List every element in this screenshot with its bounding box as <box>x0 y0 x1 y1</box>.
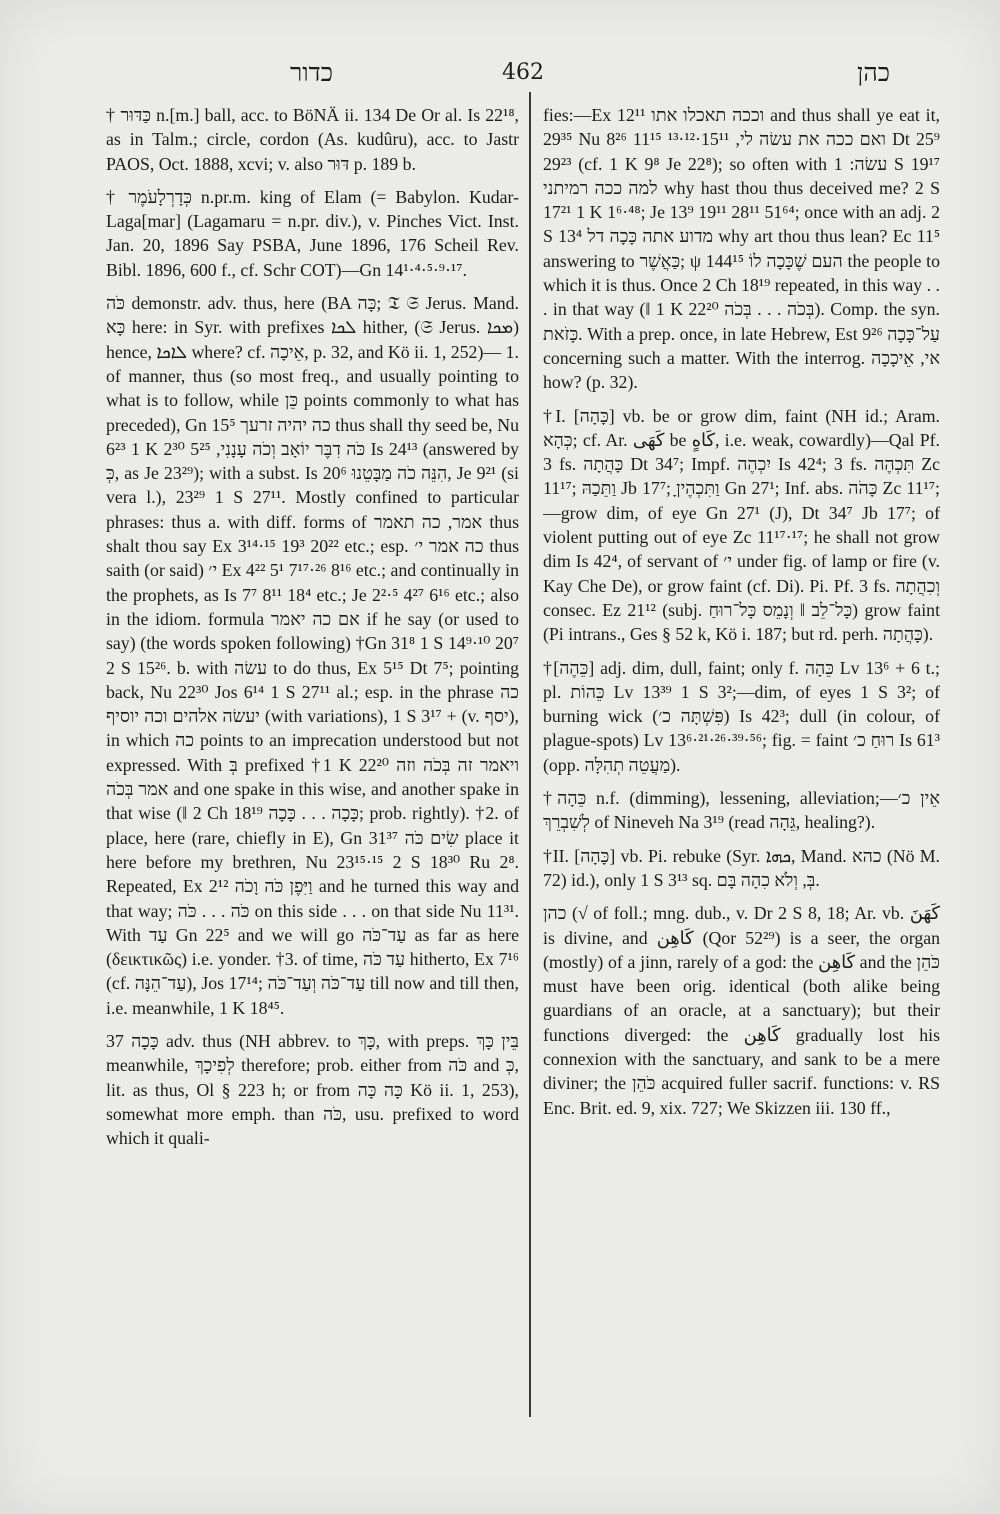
entry-kakah-continued: fies:—Ex 12¹¹ וככה תאכלו אתו and thus shall ye eat it, 29³⁵ Nu 8²⁶ 11¹⁵ ואם ככה את עשׂה לי, 15¹¹·¹²·¹³ Dt 25⁹ 29²³ (cf. 1 K 9⁸ Je 22⁸); so often with עשׂה: 1 S 19¹⁷ למה ככה רמיתני why hast thou thus deceived me? 2 S 17²¹ 1 K 1⁶·⁴⁸; Je 13⁹ 19¹¹ 28¹¹ 51⁶⁴; once with an adj. 2 S 13⁴ מדוע אתה כָּכָה דל why art thou thus lean? Ec 11⁵ answering to כַּאֲשֶׁר; ψ 144¹⁵ העם שֶׁכָּכָה לוֹ the people to which it is thus. Once 2 Ch 18¹⁹ repeated, in this way . . . in that way (‖ 1 K 22²⁰ בְּכֹה . . . בְּכֹה). Comp. the syn. כָּזֹאת. With a prep. once, in late Hebrew, Est 9²⁶ עַל־כָּכָה concerning such a matter. With the interrog. אי, אֵיכָכָה how? (p. 32). <box>543 105 940 393</box>
entry-kehah-noun: †כֵּהָה n.f. (dimming), lessening, alleviation;—אֵין כ׳ לְשִׁבְרֵךְ of Nineveh Na 3¹⁹ (read גֵּהָה, healing?). <box>543 788 940 833</box>
entry-kakah: כָּכָה 37 adv. thus (NH abbrev. to כָּךְ, with preps. בֵּין כָּךְ meanwhile, לְפִיכָךְ therefore; prob. either from כֹּה and כְּ, lit. as thus, Ol § 223 h; or from כָּה כָּה Kö ii. 1, 253), somewhat more emph. than כֹּה, usu. prefixed to word which it quali- <box>106 1030 519 1149</box>
page-number: 462 <box>502 60 544 85</box>
running-head-right: כהן <box>857 58 890 87</box>
running-head <box>90 58 940 98</box>
entry-kahah-verb-2: †II. [כָּהָה] vb. Pi. rebuke (Syr. ܟܗܐ, Mand. כהא (Nö M. 72) id.), only 1 S 3¹³ sq. בְּ, וְלֹא כִהָה בָּם. <box>543 845 940 890</box>
entry-koh: כֹּה demonstr. adv. thus, here (BA כָּה; 𝔗 𝔖 Jerus. Mand. כָּא here: in Syr. with prefixes ܠܟܐ hither, (𝔖 Jerus. ܡܟܐ) hence, ܠܐܟܐ where? cf. אֵיכָה, p. 32, and Kö ii. 1, 252)— 1. of manner, thus (so most freq., and usually pointing to what is to follow, while כֵּן points commonly to what has preceded), Gn 15⁵ כה יהיה זרעך thus shall thy seed be, Nu 6²³ 1 K 2³⁰ כֹּה דִבֶּר יוֹאָב וְכֹה עָנָנִי, 5²⁵ Is 24¹³ (answered by כְּ, as Je 23²⁹); with a subst. Is 20⁶ הִנֵּה כֹה מַבָּטֵנוּ, Je 9²¹ (si vera l.), 23²⁹ 1 S 27¹¹. Mostly confined to particular phrases: thus a. with diff. forms of אמר, כה תאמר thus shalt thou say Ex 3¹⁴·¹⁵ 19³ 20²² etc.; esp. כה אמר י׳ thus saith (or said) י׳ Ex 4²² 5¹ 7¹⁷·²⁶ 8¹⁶ etc.; and continually in the prophets, as Is 7⁷ 8¹¹ 18⁴ etc.; Je 2²·⁵ 4²⁷ 6¹⁶ etc.; also in the idiom. formula אם כה יאמר if he say (or used to say) (the words spoken following) †Gn 31⁸ 1 S 14⁹·¹⁰ 20⁷ 2 S 15²⁶. b. with עשׂה to do thus, Ex 5¹⁵ Dt 7⁵; pointing back, Nu 22³⁰ Jos 6¹⁴ 1 S 27¹¹ al.; esp. in the phrase כה יעשׂה אלהים וכה יוסיף (with variations), 1 S 3¹⁷ + (v. יסף), in which כה points to an imprecation understood but not expressed. With בְּ prefixed †1 K 22²⁰ ויאמר זה בְּכֹה וזה אמר בְּכֹה and one spake in this wise, and another spake in that wise (‖ 2 Ch 18¹⁹ כָּכָה . . . כָּכָה; prob. rightly). †2. of place, here (rare, chiefly in E), Gn 31³⁷ שִׂים כֹּה place it here before my brethren, Nu 23¹⁵·¹⁵ 2 S 18³⁰ Ru 2⁸. Repeated, Ex 2¹² וַיִּפֶן כֹּה וָכֹה and he turned this way and that way; כֹּה . . . כֹּה on this side . . . on that side Nu 11³¹. With עַד Gn 22⁵ and we will go עַד־כֹּה as far as here (δεικτικῶς) i.e. yonder. †3. of time, עַד כֹּה hitherto, Ex 7¹⁶ (cf. עַד־הֵנָּה), Jos 17¹⁴; עַד־כֹּה וְעַד־כֹּה till now and till then, i.e. meanwhile, 1 K 18⁴⁵. <box>106 293 519 1018</box>
column-divider <box>529 92 531 1417</box>
entry-kaddur: † כַּדּוּר n.[m.] ball, acc. to BöNÄ ii. 134 De Or al. Is 22¹⁸, as in Talm.; circle, cordon (As. kudûru), acc. to Jastr PAOS, Oct. 1888, xcvi; v. also דּוּר p. 189 b. <box>106 105 519 174</box>
entry-kedorlaomer: † כְּדָרְלָעֹמֶר n.pr.m. king of Elam (= Babylon. Kudar-Laga[mar] (Lagamaru = n.pr. div.), v. Pinches Vict. Inst. Jan. 20, 1896 Say PSBA, June 1896, 176 Scheil Rev. Bibl. 1896, 600 f., cf. Schr COT)—Gn 14¹·⁴·⁵·⁹·¹⁷. <box>106 186 519 280</box>
right-column <box>543 103 940 1423</box>
running-head-left: כדור <box>290 58 333 87</box>
left-column <box>106 103 519 1423</box>
entry-keheh-adj: †[כֵּהֶה] adj. dim, dull, faint; only f. כֵּהָה Lv 13⁶ + 6 t.; pl. כֵּהוֹת Lv 13³⁹ 1 S 3²;—dim, of eyes 1 S 3²; of burning wick (פִּשְׁתָּה כ׳) Is 42³; dull (in colour, of plague-spots) Lv 13⁶·²¹·²⁶·³⁹·⁵⁶; fig. = faint רוּחַ כ׳ Is 61³ (opp. מַעֲטֵה תְהִלָּה). <box>543 657 940 775</box>
entry-kahah-verb-1: †I. [כָּהָה] vb. be or grow dim, faint (NH id.; Aram. כְּהָא; cf. Ar. كَهَى be كَاهٍ, i.e. weak, cowardly)—Qal Pf. 3 fs. כָּהֲתָה Dt 34⁷; Impf. יִכְהֶה Is 42⁴; 3 fs. תִּכְהֶה Zc 11¹⁷; וַתֵּכַהּ Jb 17⁷; וַתִּכְהֶיןָ Gn 27¹; Inf. abs. כָּהֹה Zc 11¹⁷;—grow dim, of eye Gn 27¹ (J), Dt 34⁷ Jb 17⁷; of violent putting out of eye Zc 11¹⁷·¹⁷; he shall not grow dim Is 42⁴, of servant of י׳ under fig. of lamp or fire (v. Kay Che De), or grow faint (cf. Di). Pi. Pf. 3 fs. וְכִהֲתָה consec. Ez 21¹² (subj. כָּל־לֵב ‖ וְנָמֵס כָּל־רוּחַ) grow faint (Pi intrans., Ges § 52 k, Kö i. 187; but rd. perh. כָּהֲתָה). <box>543 405 940 645</box>
entry-khn-root: כהן (√ of foll.; mng. dub., v. Dr 2 S 8, 18; Ar. vb. كَهَنَ is divine, and كَاهِن (Qor 52²⁹) is a seer, the organ (mostly) of a jinn, rarely of a god: the كَاهِن and the כֹּהֵן must have been orig. identical (both alike being guardians of an oracle, at a sanctuary); but their functions diverged: the كَاهِن gradually lost his connexion with the sanctuary, and sank to be a mere diviner; the כֹּהֵן acquired fuller sacrif. functions: v. RS Enc. Brit. ed. 9, xix. 727; We Skizzen iii. 130 ff., <box>543 903 940 1118</box>
